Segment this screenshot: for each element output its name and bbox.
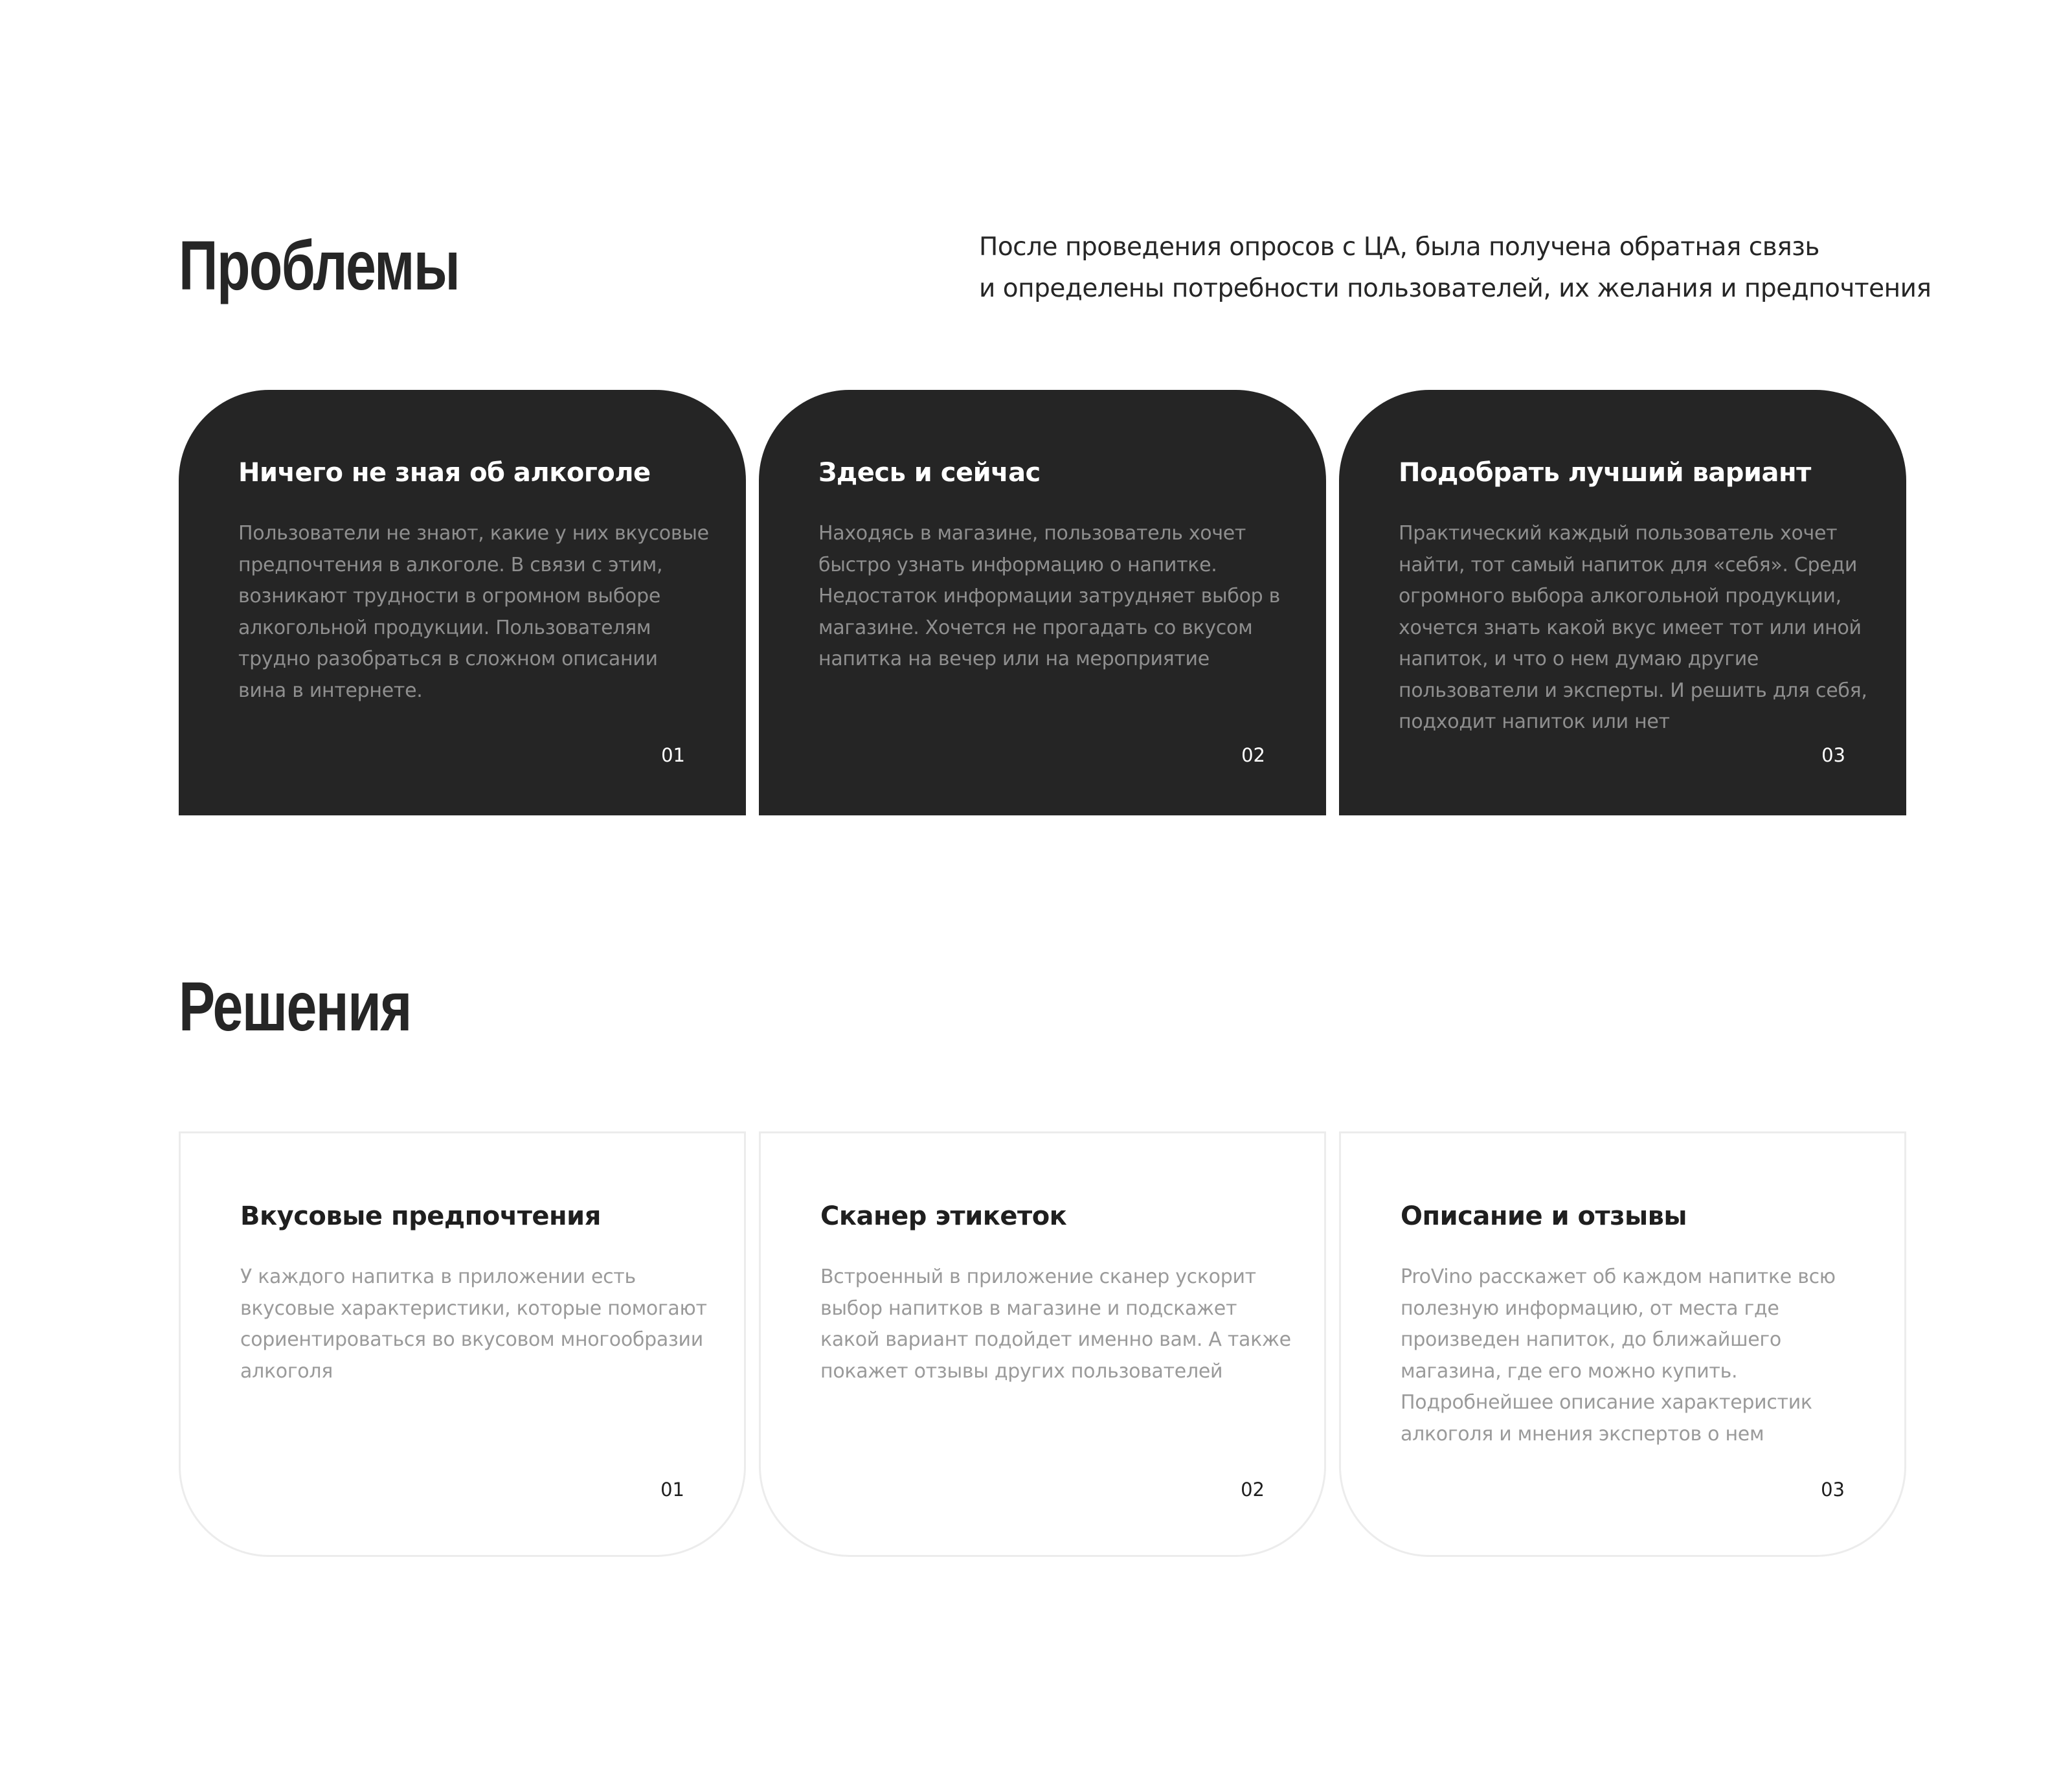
problem-card-2 (759, 390, 1326, 815)
card-text-line: ProVino расскажет об каждом напитке всю (1401, 1265, 1836, 1288)
card-text-line: Встроенный в приложение сканер ускорит (820, 1265, 1256, 1288)
card-title: Вкусовые предпочтения (240, 1201, 601, 1231)
card-text-line: Пользователи не знают, какие у них вкусовые (238, 522, 709, 545)
card-text-line: возникают трудности в огромном выборе (238, 585, 660, 607)
solution-card-3 (1339, 1131, 1906, 1557)
card-description (820, 1262, 1291, 1387)
card-text-line: магазина, где его можно купить. (1401, 1359, 1738, 1383)
card-text-line: быстро узнать информацию о напитке. (818, 553, 1217, 576)
solutions-title: Решения (179, 967, 411, 1045)
card-number: 01 (661, 744, 685, 766)
card-description (1401, 1262, 1845, 1450)
intro-line: и определены потребности пользователей, их желания и предпочтения (979, 274, 1931, 303)
card-title: Подобрать лучший вариант (1399, 458, 1811, 488)
card-text-line: выбор напитков в магазине и подскажет (820, 1297, 1237, 1320)
intro-line: После проведения опросов с ЦА, была получена обратная связь (979, 233, 1819, 262)
card-text-line: вкусовые характеристики, которые помогают (240, 1297, 707, 1320)
card-description (240, 1262, 707, 1387)
card-number: 02 (1241, 1479, 1265, 1501)
card-text-line: предпочтения в алкоголе. В связи с этим, (238, 553, 663, 576)
card-description (818, 518, 1281, 675)
card-text-line: напиток, и что о нем думаю другие (1399, 648, 1759, 670)
card-description (238, 518, 709, 707)
solution-card-1 (179, 1131, 746, 1557)
problems-title: Проблемы (179, 226, 460, 304)
card-number: 03 (1821, 744, 1845, 766)
card-text-line: покажет отзывы других пользователей (820, 1359, 1223, 1383)
card-text-line: трудно разобраться в сложном описании (238, 648, 658, 670)
card-number: 01 (660, 1479, 684, 1501)
card-text-line: Недостаток информации затрудняет выбор в (818, 585, 1281, 607)
card-text-line: какой вариант подойдет именно вам. А также (820, 1328, 1291, 1351)
card-title: Ничего не зная об алкоголе (238, 458, 651, 488)
card-text-line: Находясь в магазине, пользователь хочет (818, 522, 1246, 545)
card-text-line: напитка на вечер или на мероприятие (818, 648, 1210, 670)
card-text-line: магазине. Хочется не прогадать со вкусом (818, 616, 1253, 639)
card-text-line: Подробнейшее описание характеристик (1401, 1391, 1812, 1414)
card-text-line: алкоголя (240, 1359, 333, 1383)
solution-cards (179, 1131, 1906, 1557)
card-title: Описание и отзывы (1401, 1201, 1687, 1231)
card-title: Здесь и сейчас (818, 458, 1041, 488)
card-number: 02 (1241, 744, 1265, 766)
problem-cards (179, 390, 1906, 815)
problem-card-1 (179, 390, 746, 815)
card-text-line: найти, тот самый напиток для «себя». Среди (1399, 553, 1858, 576)
card-number: 03 (1821, 1479, 1845, 1501)
card-text-line: пользователи и эксперты. И решить для себя, (1399, 679, 1867, 702)
card-text-line: алкоголя и мнения экспертов о нем (1401, 1422, 1764, 1446)
card-title: Сканер этикеток (820, 1201, 1067, 1231)
card-description (1399, 518, 1867, 738)
card-text-line: У каждого напитка в приложении есть (240, 1265, 636, 1288)
card-text-line: полезную информацию, от места где (1401, 1297, 1779, 1320)
card-text-line: огромного выбора алкогольной продукции, (1399, 585, 1841, 607)
card-text-line: сориентироваться во вкусовом многообразии (240, 1328, 703, 1351)
card-text-line: Практический каждый пользователь хочет (1399, 522, 1838, 545)
problem-card-3 (1339, 390, 1906, 815)
problems-intro (979, 227, 1950, 310)
card-text-line: вина в интернете. (238, 679, 423, 702)
solution-card-2 (759, 1131, 1326, 1557)
card-text-line: алкогольной продукции. Пользователям (238, 616, 651, 639)
card-text-line: хочется знать какой вкус имеет тот или иной (1399, 616, 1862, 639)
card-text-line: подходит напиток или нет (1399, 710, 1670, 733)
card-text-line: произведен напиток, до ближайшего (1401, 1328, 1781, 1351)
